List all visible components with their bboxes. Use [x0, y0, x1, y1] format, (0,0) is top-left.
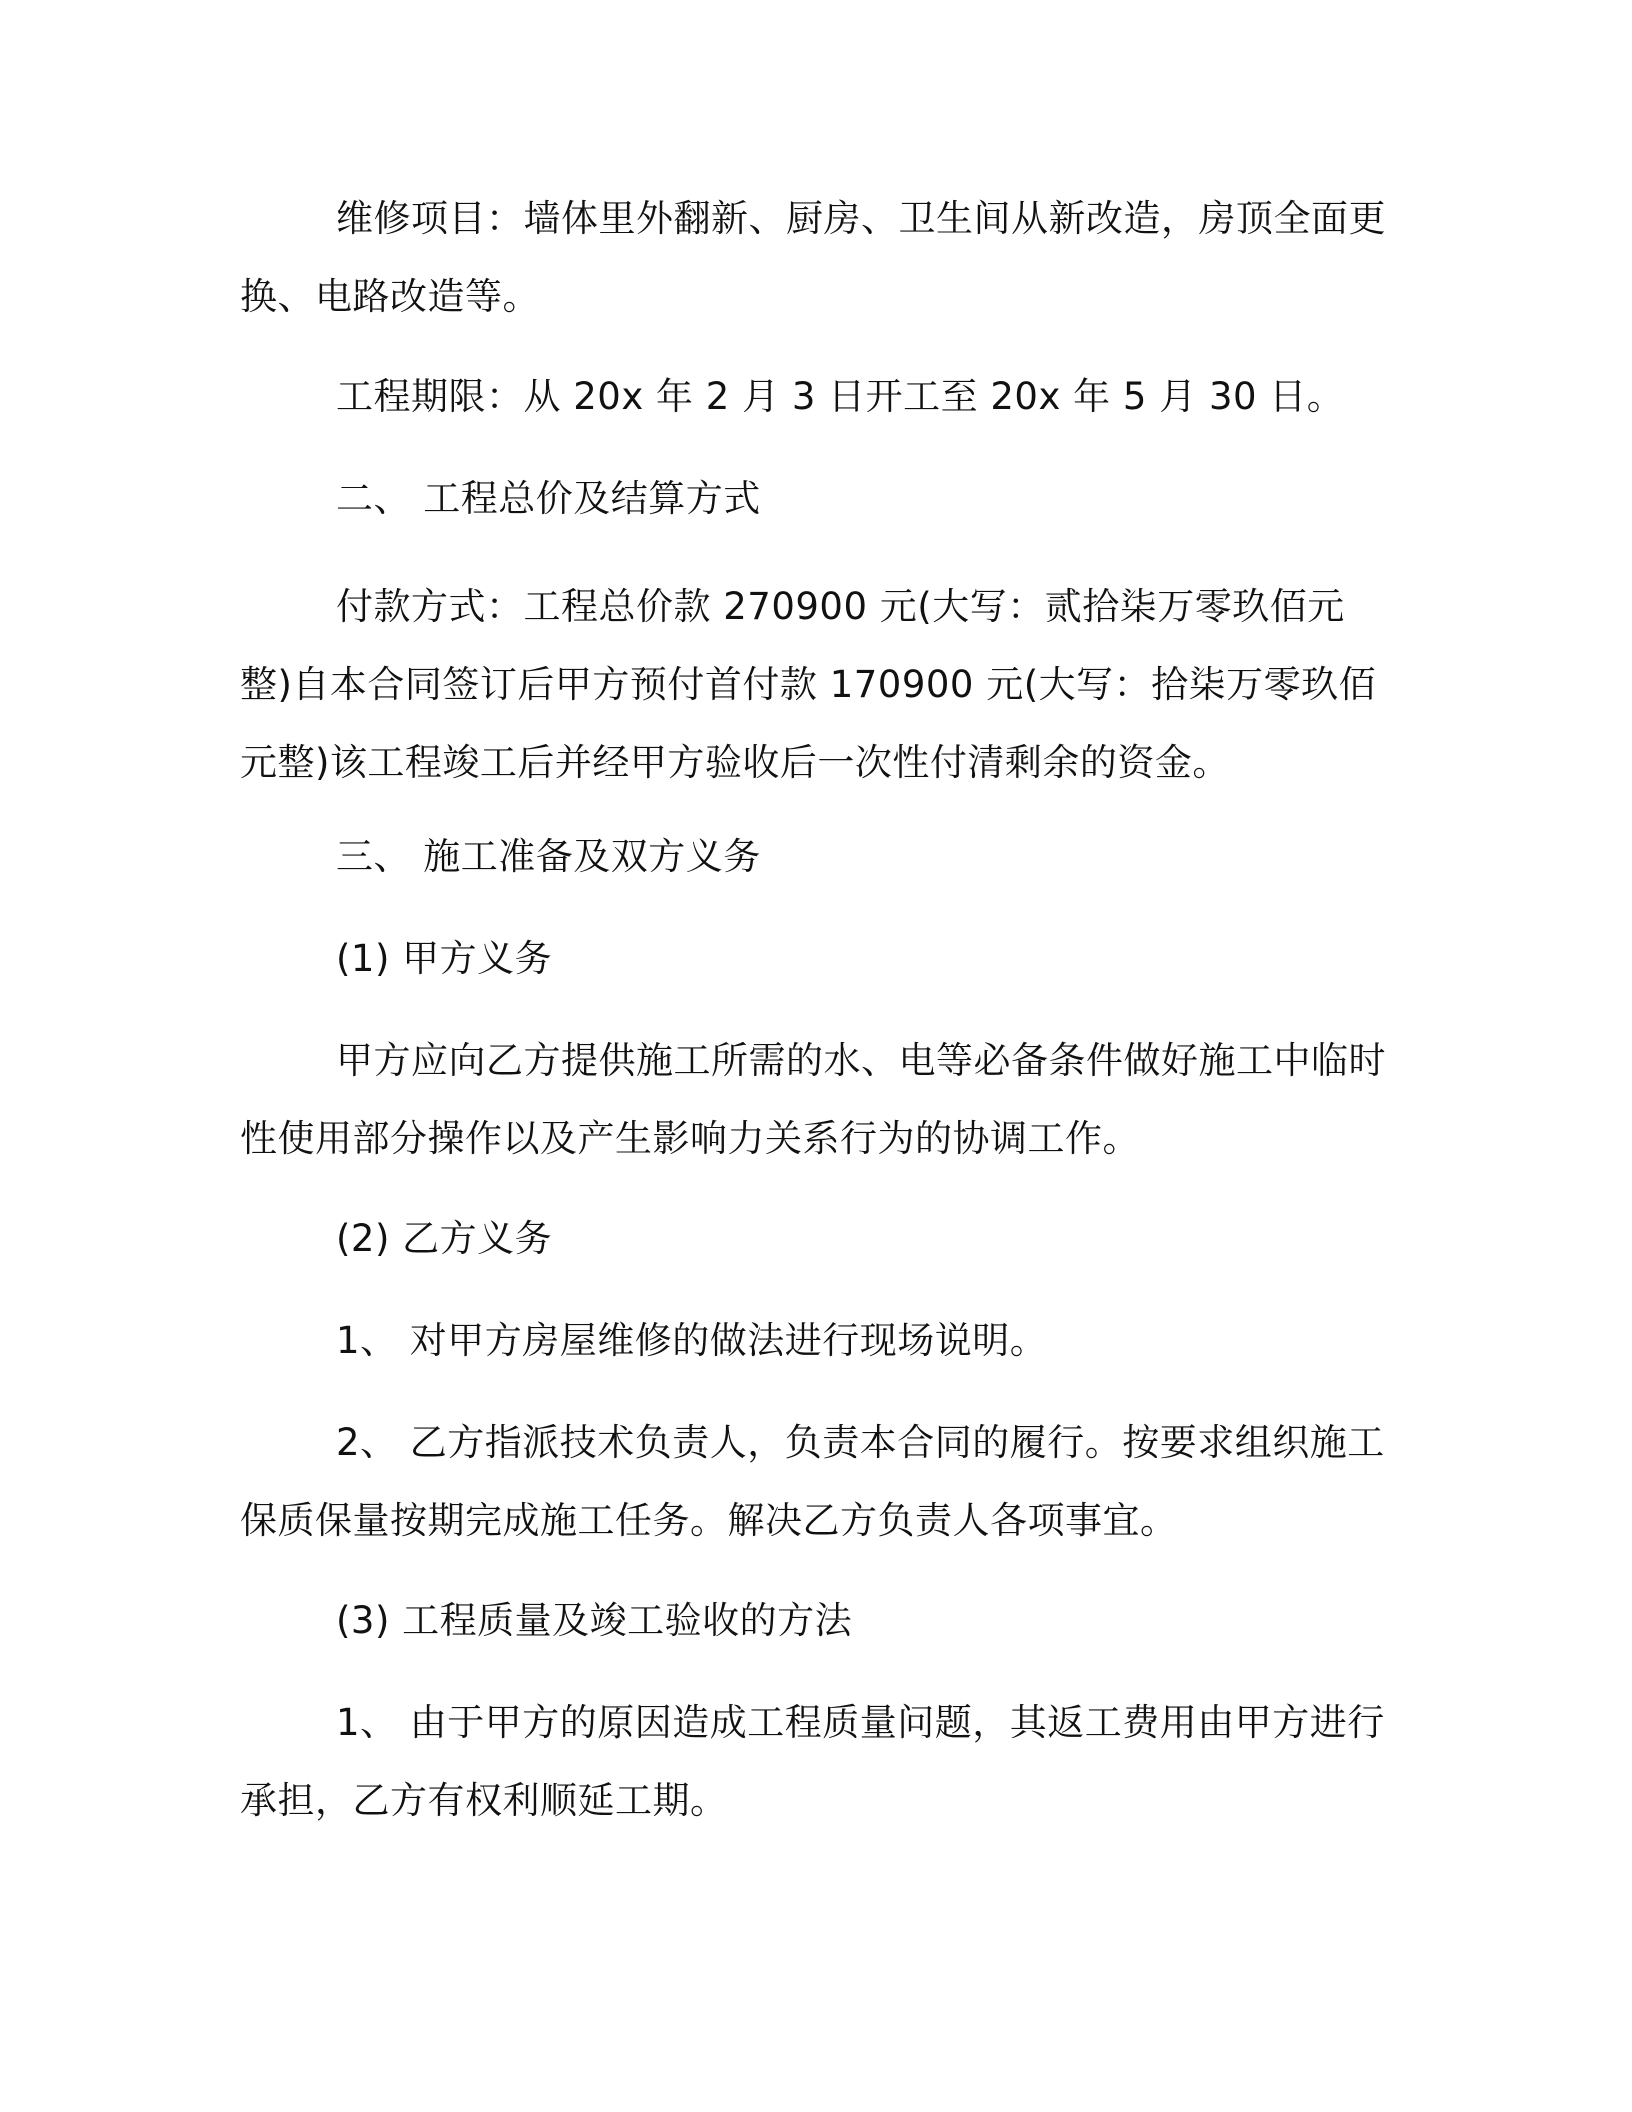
subheading-party-b-obligations: (2) 乙方义务: [336, 1217, 553, 1260]
paragraph-work-period: 工程期限：从 20x 年 2 月 3 日开工至 20x 年 5 月 30 日。: [336, 375, 1345, 418]
section-heading-obligations: 三、 施工准备及双方义务: [336, 835, 761, 878]
subheading-party-a-obligations: (1) 甲方义务: [336, 937, 553, 980]
section-heading-price: 二、 工程总价及结算方式: [336, 477, 761, 520]
paragraph-payment-method: 付款方式：工程总价款 270900 元(大写：贰拾柒万零玖佰元整)自本合同签订后甲方预付首付款 170900 元(大写：拾柒万零玖佰元整)该工程竣工后并经甲方验收后一次性付清剩余的资金。: [240, 585, 1377, 784]
paragraph-quality-clause-1: 1、 由于甲方的原因造成工程质量问题，其返工费用由甲方进行承担，乙方有权利顺延工期。: [240, 1701, 1385, 1822]
subheading-quality-acceptance: (3) 工程质量及竣工验收的方法: [336, 1599, 853, 1642]
paragraph-party-b-duty-1: 1、 对甲方房屋维修的做法进行现场说明。: [336, 1319, 1048, 1362]
paragraph-repair-items: 维修项目：墙体里外翻新、厨房、卫生间从新改造，房顶全面更换、电路改造等。: [240, 197, 1386, 318]
paragraph-party-a-duties: 甲方应向乙方提供施工所需的水、电等必备条件做好施工中临时性使用部分操作以及产生影响力关系行为的协调工作。: [240, 1039, 1386, 1160]
paragraph-party-b-duty-2: 2、 乙方指派技术负责人，负责本合同的履行。按要求组织施工保质保量按期完成施工任务。解决乙方负责人各项事宜。: [240, 1421, 1385, 1542]
